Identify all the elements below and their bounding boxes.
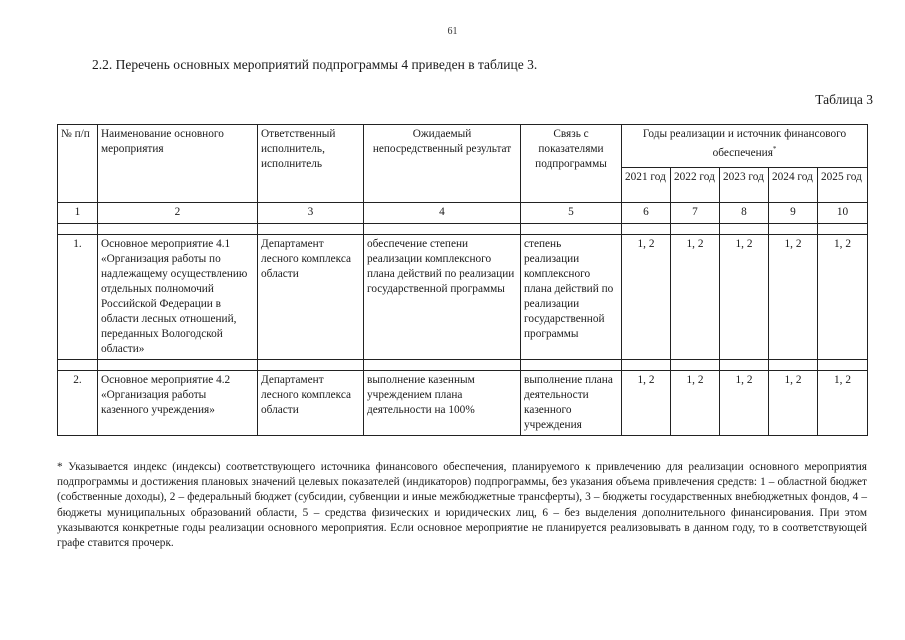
header-year: 2023 год (720, 168, 769, 203)
row-executor: Департамент лесного комплекса области (258, 235, 364, 360)
row-year-source: 1, 2 (720, 371, 769, 436)
row-result: обеспечение степени реализации комплексного плана действий по реализации государственной программы (364, 235, 521, 360)
page-number: 61 (447, 26, 458, 37)
row-year-source: 1, 2 (622, 371, 671, 436)
header-executor: Ответственный исполнитель, исполнитель (258, 125, 364, 203)
header-years-group-text: Годы реализации и источник финансового обеспечения (642, 128, 847, 159)
header-link: Связь с показателями подпрограммы (521, 125, 622, 203)
intro-paragraph: 2.2. Перечень основных мероприятий подпрограммы 4 приведен в таблице 3. (92, 57, 538, 72)
header-name: Наименование основного мероприятия (98, 125, 258, 203)
column-number: 7 (671, 203, 720, 224)
header-year: 2025 год (818, 168, 868, 203)
column-number: 1 (58, 203, 98, 224)
header-year: 2021 год (622, 168, 671, 203)
row-executor: Департамент лесного комплекса области (258, 371, 364, 436)
header-year: 2022 год (671, 168, 720, 203)
column-number: 6 (622, 203, 671, 224)
row-year-source: 1, 2 (622, 235, 671, 360)
column-number: 5 (521, 203, 622, 224)
header-years-group (622, 125, 868, 168)
column-number: 8 (720, 203, 769, 224)
row-year-source: 1, 2 (769, 371, 818, 436)
column-number: 3 (258, 203, 364, 224)
row-year-source: 1, 2 (671, 235, 720, 360)
row-link: выполнение плана деятельности казенного учреждения (521, 371, 622, 436)
table-caption: Таблица 3 (815, 92, 873, 107)
row-num: 1. (58, 235, 98, 360)
row-year-source: 1, 2 (818, 371, 868, 436)
column-number: 4 (364, 203, 521, 224)
row-year-source: 1, 2 (720, 235, 769, 360)
row-activity-name: Основное мероприятие 4.2 «Организация работы казенного учреждения» (98, 371, 258, 436)
activities-table (57, 124, 868, 436)
column-number: 9 (769, 203, 818, 224)
header-year: 2024 год (769, 168, 818, 203)
column-number: 10 (818, 203, 868, 224)
column-number-row (58, 203, 868, 224)
row-year-source: 1, 2 (818, 235, 868, 360)
footnote: * Указывается индекс (индексы) соответствующего источника финансового обеспечения, планируемого к привлечению для реализации основного мероприятия подпрограммы и достижения плановых значений целевых показателей (индикаторов) подпрограммы, без указания объема привлечения средств: 1 – областной бюджет (собственные доходы), 2 – федеральный бюджет (субсидии, субвенции и иные межбюджетные трансферты), 3 – бюджеты государственных внебюджетных фондов, 4 – бюджеты муниципальных образований области, 5 – средства физических и юридических лиц, 6 – без выделения дополнительного финансирования. При этом указываются конкретные годы реализации основного мероприятия. Если основное мероприятие не планируется реализовывать в данном году, то в соответствующей графе ставится прочерк. (57, 461, 867, 550)
column-number: 2 (98, 203, 258, 224)
table-row (58, 235, 868, 360)
header-num: № п/п (58, 125, 98, 203)
row-year-source: 1, 2 (769, 235, 818, 360)
row-activity-name: Основное мероприятие 4.1 «Организация работы по надлежащему осуществлению отдельных полномочий Российской Федерации в области лесных отношений, переданных Вологодской области» (98, 235, 258, 360)
header-result: Ожидаемый непосредственный результат (364, 125, 521, 203)
row-num: 2. (58, 371, 98, 436)
footnote-mark: * (772, 145, 777, 153)
row-link: степень реализации комплексного плана действий по реализации государственной программы (521, 235, 622, 360)
row-year-source: 1, 2 (671, 371, 720, 436)
row-result: выполнение казенным учреждением плана деятельности на 100% (364, 371, 521, 436)
table-row (58, 371, 868, 436)
